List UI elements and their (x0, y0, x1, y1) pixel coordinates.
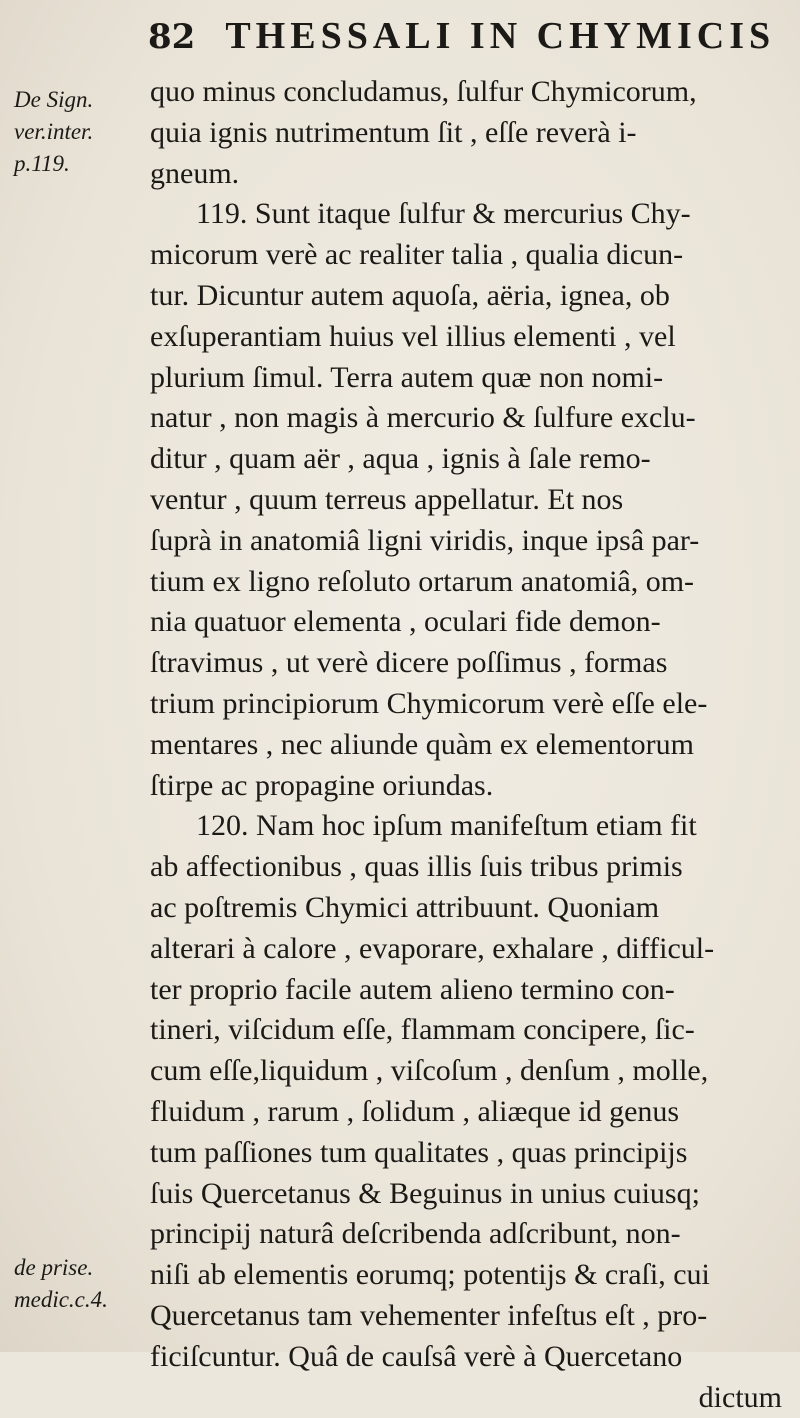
margin-note-line: de prise. (14, 1252, 124, 1284)
margin-note-line: ver.inter. (14, 116, 124, 148)
text-line: ficiſcuntur. Quâ de cauſsâ verè à Quercetano (150, 1337, 790, 1378)
margin-note-line: De Sign. (14, 84, 124, 116)
text-line: principij naturâ deſcribenda adſcribunt, non- (150, 1214, 790, 1255)
text-line: quia ignis nutrimentum ſit , eſſe reverà i- (150, 113, 790, 154)
margin-note-line: medic.c.4. (14, 1284, 124, 1316)
catchword: dictum (150, 1378, 790, 1418)
text-line: ter proprio facile autem alieno termino con- (150, 970, 790, 1011)
text-line: tineri, viſcidum eſſe, flammam concipere, ſic- (150, 1010, 790, 1051)
text-line: nia quatuor elementa , oculari fide demon- (150, 602, 790, 643)
text-line: ſtravimus , ut verè dicere poſſimus , formas (150, 643, 790, 684)
text-line: ab affectionibus , quas illis ſuis tribus primis (150, 847, 790, 888)
text-line: ditur , quam aër , aqua , ignis à ſale remo- (150, 439, 790, 480)
body-text (150, 72, 790, 1418)
text-line: tum paſſiones tum qualitates , quas principijs (150, 1133, 790, 1174)
text-line: trium principiorum Chymicorum verè eſſe ele- (150, 684, 790, 725)
page-number: 82 (148, 17, 195, 57)
text-line: tium ex ligno reſoluto ortarum anatomiâ, om- (150, 562, 790, 603)
text-line: exſuperantiam huius vel illius elementi , vel (150, 317, 790, 358)
text-line: ventur , quum terreus appellatur. Et nos (150, 480, 790, 521)
text-line: Quercetanus tam vehementer infeſtus eſt , pro- (150, 1296, 790, 1337)
text-line: quo minus concludamus, ſulfur Chymicorum, (150, 72, 790, 113)
text-line: 119. Sunt itaque ſulfur & mercurius Chy- (150, 194, 790, 235)
running-head: THESSALI IN CHYMICIS (225, 14, 775, 58)
page-header (148, 14, 788, 68)
text-line: gneum. (150, 154, 790, 195)
text-line: fluidum , rarum , ſolidum , aliæque id genus (150, 1092, 790, 1133)
text-line: alterari à calore , evaporare, exhalare , difficul- (150, 929, 790, 970)
text-line: micorum verè ac realiter talia , qualia dicun- (150, 235, 790, 276)
text-line: natur , non magis à mercurio & ſulfure exclu- (150, 398, 790, 439)
text-line: ſtirpe ac propagine oriundas. (150, 766, 790, 807)
text-line: 120. Nam hoc ipſum manifeſtum etiam fit (150, 806, 790, 847)
margin-note-bottom (14, 1252, 124, 1316)
text-line: tur. Dicuntur autem aquoſa, aëria, ignea, ob (150, 276, 790, 317)
margin-note-top (14, 84, 124, 180)
text-line: ſuprà in anatomiâ ligni viridis, inque ipsâ par- (150, 521, 790, 562)
text-line: ac poſtremis Chymici attribuunt. Quoniam (150, 888, 790, 929)
text-line: niſi ab elementis eorumq; potentijs & craſi, cui (150, 1255, 790, 1296)
text-line: ſuis Quercetanus & Beguinus in unius cuiusq; (150, 1174, 790, 1215)
text-line: plurium ſimul. Terra autem quæ non nomi- (150, 358, 790, 399)
text-line: mentares , nec aliunde quàm ex elementorum (150, 725, 790, 766)
margin-note-line: p.119. (14, 148, 124, 180)
text-line: cum eſſe,liquidum , viſcoſum , denſum , molle, (150, 1051, 790, 1092)
